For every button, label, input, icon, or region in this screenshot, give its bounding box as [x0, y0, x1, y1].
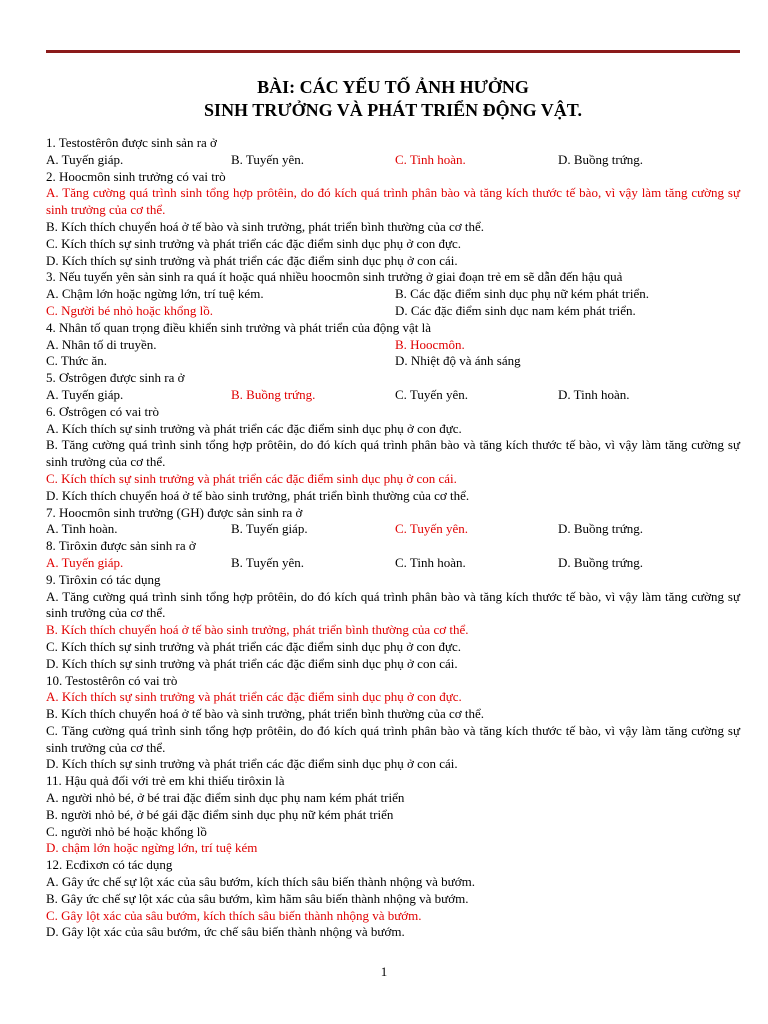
q5-option-d: D. Tinh hoàn.: [558, 386, 630, 402]
question-1-stem: 1. Testostêrôn được sinh sản ra ở: [46, 135, 217, 150]
q1-option-c-answer: C. Tinh hoàn.: [395, 151, 466, 167]
q5-option-a: A. Tuyến giáp.: [46, 386, 124, 402]
q10-option-a-answer: A. Kích thích sự sinh trưởng và phát triển các đặc điểm sinh dục phụ ở con đực.: [46, 689, 462, 705]
question-7-options: [46, 521, 740, 538]
q6-option-d: D. Kích thích chuyển hoá ở tế bào sinh trưởng, phát triển bình thường của cơ thể.: [46, 487, 470, 503]
q7-option-d: D. Buồng trứng.: [558, 521, 644, 537]
q10-option-b: B. Kích thích chuyển hoá ở tế bào và sinh trưởng, phát triển bình thường của cơ thể.: [46, 706, 484, 722]
question-5-stem: 5. Ơstrôgen được sinh ra ở: [46, 370, 185, 386]
header-rule: [46, 50, 740, 53]
q12-option-d: D. Gây lột xác của sâu bướm, ức chế sâu biến thành nhộng và bướm.: [46, 924, 405, 940]
q12-option-c-answer: C. Gây lột xác của sâu bướm, kích thích sâu biến thành nhộng và bướm.: [46, 907, 422, 923]
question-11-stem: 11. Hậu quả đối với trẻ em khi thiếu tirôxin là: [46, 773, 285, 789]
q7-option-c-answer: C. Tuyến yên.: [395, 521, 468, 537]
question-3-stem: 3. Nếu tuyến yên sản sinh ra quá ít hoặc quá nhiều hoocmôn sinh trưởng ở giai đoạn trẻ em sẽ dẫn đến hậu quả: [46, 269, 623, 285]
q6-option-a: A. Kích thích sự sinh trưởng và phát triển các đặc điểm sinh dục phụ ở con đực.: [46, 420, 462, 436]
q2-option-a-answer: A. Tăng cường quá trình sinh tổng hợp prôtêin, do đó kích quá trình phân bào và tăng kích thước tế bào, vì vậy làm tăng cường sự sinh trưởng của cơ thể.: [46, 185, 740, 218]
q4-option-a: A. Nhân tố di truyền.: [46, 336, 157, 352]
q11-option-c: C. người nhỏ bé hoặc khổng lồ: [46, 823, 207, 839]
q12-option-b: B. Gây ức chế sự lột xác của sâu bướm, kìm hãm sâu biến thành nhộng và bướm.: [46, 890, 469, 906]
q4-option-c: C. Thức ăn.: [46, 353, 107, 369]
q12-option-a: A. Gây ức chế sự lột xác của sâu bướm, kích thích sâu biến thành nhộng và bướm.: [46, 874, 475, 890]
page-title-line-2: SINH TRƯỞNG VÀ PHÁT TRIỂN ĐỘNG VẬT.: [204, 100, 582, 120]
q10-option-d: D. Kích thích sự sinh trưởng và phát triển các đặc điểm sinh dục phụ ở con cái.: [46, 756, 458, 772]
q11-option-b: B. người nhỏ bé, ở bé gái đặc điểm sinh dục phụ nữ kém phát triển: [46, 806, 394, 822]
question-10-stem: 10. Testostêrôn có vai trò: [46, 672, 178, 688]
q5-option-c: C. Tuyến yên.: [395, 386, 468, 402]
page-title-line-1: BÀI: CÁC YẾU TỐ ẢNH HƯỞNG: [257, 77, 529, 97]
q2-option-c: C. Kích thích sự sinh trưởng và phát triển các đặc điểm sinh dục phụ ở con đực.: [46, 235, 462, 251]
q1-option-d: D. Buồng trứng.: [558, 151, 644, 167]
q3-option-d: D. Các đặc điểm sinh dục nam kém phát triển.: [395, 302, 636, 318]
q10-option-c: C. Tăng cường quá trình sinh tổng hợp prôtêin, do đó kích quá trình phân bào và tăng kích thước tế bào, vì vậy làm tăng cường sự sinh trưởng của cơ thể.: [46, 722, 740, 755]
question-2-stem: 2. Hoocmôn sinh trưởng có vai trò: [46, 168, 226, 184]
q8-option-c: C. Tinh hoàn.: [395, 554, 466, 570]
q1-option-a: A. Tuyến giáp.: [46, 151, 124, 167]
page-number: 1: [380, 964, 388, 979]
q1-option-b: B. Tuyến yên.: [231, 151, 304, 167]
q4-option-b-answer: B. Hoocmôn.: [395, 336, 465, 352]
q11-option-d-answer: D. chậm lớn hoặc ngừng lớn, trí tuệ kém: [46, 840, 258, 856]
question-1-options: [46, 152, 740, 169]
question-7-stem: 7. Hoocmôn sinh trưởng (GH) được sản sinh ra ở: [46, 504, 303, 520]
q6-option-b: B. Tăng cường quá trình sinh tổng hợp prôtêin, do đó kích quá trình phân bào và tăng kích thước tế bào, vì vậy làm tăng cường sự sinh trưởng của cơ thể.: [46, 437, 740, 470]
q3-option-c-answer: C. Người bé nhỏ hoặc khổng lồ.: [46, 302, 214, 318]
question-8-options: [46, 555, 740, 572]
question-list: [46, 135, 740, 941]
q9-option-c: C. Kích thích sự sinh trưởng và phát triển các đặc điểm sinh dục phụ ở con đực.: [46, 638, 462, 654]
q8-option-a-answer: A. Tuyến giáp.: [46, 554, 124, 570]
q8-option-b: B. Tuyến yên.: [231, 554, 304, 570]
q3-option-b: B. Các đặc điểm sinh dục phụ nữ kém phát triển.: [395, 286, 649, 302]
question-8-stem: 8. Tirôxin được sản sinh ra ở: [46, 538, 196, 554]
q5-option-b-answer: B. Buồng trứng.: [231, 386, 316, 402]
question-9-stem: 9. Tirôxin có tác dụng: [46, 571, 161, 587]
q2-option-d: D. Kích thích sự sinh trưởng và phát triển các đặc điểm sinh dục phụ ở con cái.: [46, 252, 458, 268]
question-12-stem: 12. Ecđixơn có tác dụng: [46, 857, 173, 873]
question-3-options-cd: [46, 303, 740, 320]
question-4-options-cd: [46, 353, 740, 370]
question-5-options: [46, 387, 740, 404]
q7-option-b: B. Tuyến giáp.: [231, 521, 308, 537]
q9-option-d: D. Kích thích sự sinh trưởng và phát triển các đặc điểm sinh dục phụ ở con cái.: [46, 655, 458, 671]
q9-option-a: A. Tăng cường quá trình sinh tổng hợp prôtêin, do đó kích quá trình phân bào và tăng kích thước tế bào, vì vậy làm tăng cường sự sinh trưởng của cơ thể.: [46, 588, 740, 621]
question-4-stem: 4. Nhân tố quan trọng điều khiển sinh trưởng và phát triển của động vật là: [46, 319, 432, 335]
q4-option-d: D. Nhiệt độ và ánh sáng: [395, 353, 521, 369]
q3-option-a: A. Chậm lớn hoặc ngừng lớn, trí tuệ kém.: [46, 286, 264, 302]
q7-option-a: A. Tinh hoàn.: [46, 521, 118, 537]
q9-option-b-answer: B. Kích thích chuyển hoá ở tế bào sinh trưởng, phát triển bình thường của cơ thể.: [46, 622, 469, 638]
question-6-stem: 6. Ơstrôgen có vai trò: [46, 403, 160, 419]
q8-option-d: D. Buồng trứng.: [558, 554, 644, 570]
q11-option-a: A. người nhỏ bé, ở bé trai đặc điểm sinh dục phụ nam kém phát triển: [46, 790, 405, 806]
question-3-options-ab: [46, 286, 740, 303]
q2-option-b: B. Kích thích chuyển hoá ở tế bào và sinh trưởng, phát triển bình thường của cơ thể.: [46, 218, 484, 234]
question-4-options-ab: [46, 337, 740, 354]
q6-option-c-answer: C. Kích thích sự sinh trưởng và phát triển các đặc điểm sinh dục phụ ở con cái.: [46, 470, 457, 486]
